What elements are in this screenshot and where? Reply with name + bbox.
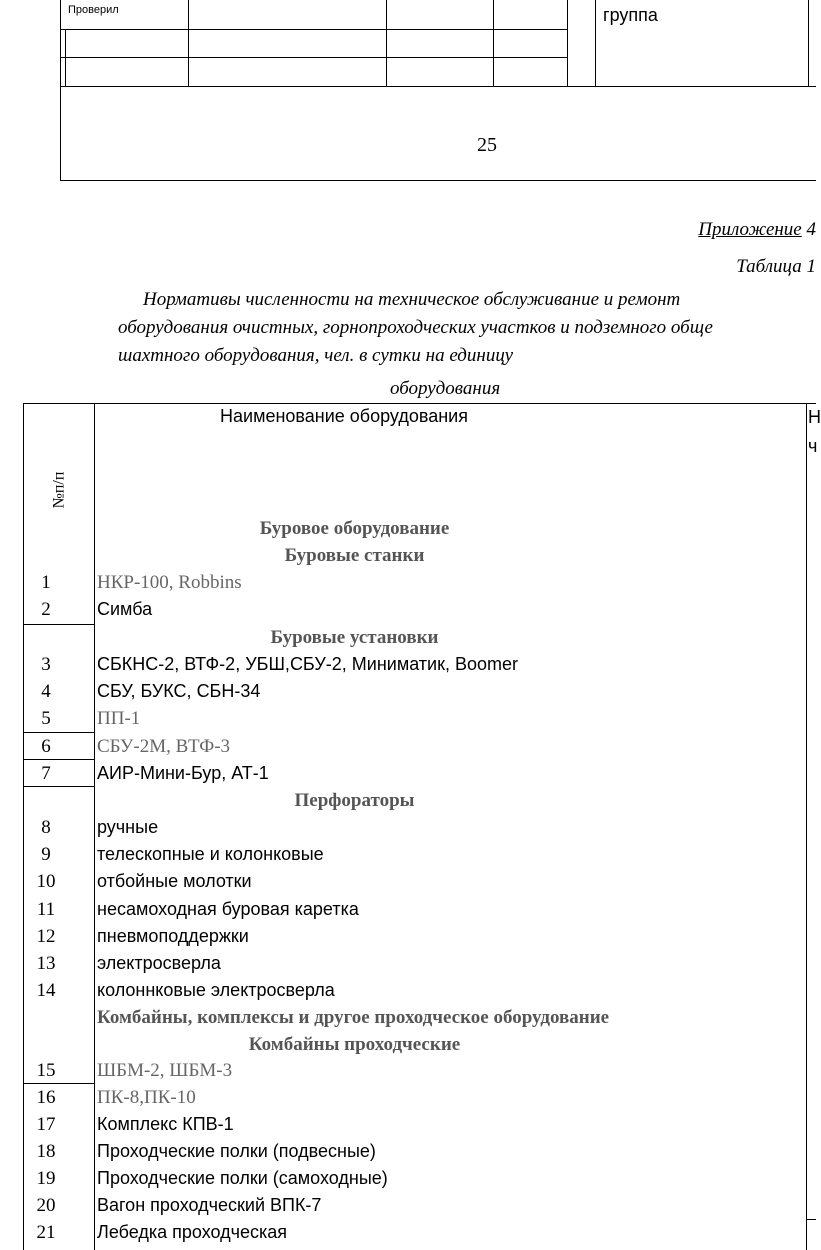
row-number: 15 bbox=[36, 1060, 56, 1081]
row-name: СБУ, БУКС, СБН-34 bbox=[97, 681, 261, 701]
appendix-number: 4 bbox=[806, 219, 816, 240]
row-name: ПК-8,ПК-10 bbox=[97, 1087, 196, 1108]
row-number: 10 bbox=[36, 871, 56, 892]
row-name: пневмоподдержки bbox=[97, 926, 249, 946]
table-row bbox=[0, 651, 816, 678]
row-name: телескопные и колонковые bbox=[97, 844, 324, 864]
row-number: 9 bbox=[41, 844, 51, 865]
doc-title-line-1: Нормативы численности на техническое обслуживание и ремонт bbox=[143, 289, 681, 310]
row-name: ручные bbox=[97, 817, 159, 837]
row-name: электросверла bbox=[97, 953, 221, 973]
doc-title-line-3: шахтного оборудования, чел. в сутки на единицу bbox=[118, 345, 514, 366]
table-row bbox=[0, 733, 816, 760]
table-row bbox=[0, 950, 816, 977]
table-row bbox=[0, 705, 816, 732]
row-name: несамоходная буровая каретка bbox=[97, 899, 359, 919]
row-number: 17 bbox=[36, 1114, 56, 1135]
row-name: ШБМ-2, ШБМ-3 bbox=[97, 1060, 233, 1081]
table-row bbox=[0, 760, 816, 787]
num-column-header: №п/п bbox=[50, 471, 67, 509]
section-combines-complexes: Комбайны, комплексы и другое проходческое оборудование bbox=[97, 1007, 610, 1028]
table-row bbox=[0, 814, 816, 841]
row-number: 5 bbox=[41, 708, 51, 729]
section-perforators: Перфораторы bbox=[294, 790, 415, 811]
row-number: 8 bbox=[41, 817, 51, 838]
row-number: 12 bbox=[36, 926, 56, 947]
table-row bbox=[0, 868, 816, 895]
row-number: 18 bbox=[36, 1141, 56, 1162]
row-name: АИР-Мини-Бур, АТ-1 bbox=[97, 763, 269, 783]
row-name: Вагон проходческий ВПК-7 bbox=[97, 1195, 322, 1215]
group-label: группа bbox=[603, 5, 658, 25]
table-row bbox=[0, 1111, 816, 1138]
row-number: 21 bbox=[36, 1222, 56, 1243]
section-drilling-units: Буровые установки bbox=[270, 627, 439, 648]
row-name: СБУ-2М, ВТФ-3 bbox=[97, 736, 231, 757]
row-name: СБКНС-2, ВТФ-2, УБШ,СБУ-2, Миниматик, Boomer bbox=[97, 654, 519, 674]
table-label: Таблица 1 bbox=[736, 256, 816, 277]
table-row bbox=[0, 596, 816, 623]
table-row bbox=[0, 923, 816, 950]
norm-column-header-clipped: Н bbox=[808, 407, 821, 427]
row-name: НКР-100, Robbins bbox=[97, 572, 242, 593]
row-number: 1 bbox=[41, 572, 51, 593]
section-drilling-equipment: Буровое оборудование bbox=[259, 518, 450, 539]
table-row bbox=[0, 977, 816, 1004]
table-row bbox=[0, 896, 816, 923]
row-name: Проходческие полки (самоходные) bbox=[97, 1168, 388, 1188]
table-row bbox=[0, 1057, 816, 1084]
row-name: отбойные молотки bbox=[97, 871, 252, 891]
table-row bbox=[0, 1192, 816, 1219]
table-row bbox=[0, 1165, 816, 1192]
table-row bbox=[0, 678, 816, 705]
table-row bbox=[0, 841, 816, 868]
section-drilling-rigs: Буровые станки bbox=[284, 545, 425, 566]
section-tunneling-combines: Комбайны проходческие bbox=[248, 1034, 461, 1055]
row-number: 19 bbox=[36, 1168, 56, 1189]
page-number: 25 bbox=[477, 134, 497, 156]
row-number: 14 bbox=[36, 980, 56, 1001]
row-number: 6 bbox=[41, 736, 51, 757]
row-number: 2 bbox=[41, 599, 51, 620]
row-number: 11 bbox=[36, 899, 56, 920]
row-name: Лебедка проходческая bbox=[97, 1222, 288, 1242]
row-number: 13 bbox=[36, 953, 56, 974]
row-number: 3 bbox=[41, 654, 51, 675]
row-name: колоннковые электросверла bbox=[97, 980, 335, 1000]
appendix-label: Приложение bbox=[698, 219, 802, 240]
norm-column-header-clipped-2: ч bbox=[808, 436, 818, 456]
appendix-heading bbox=[698, 219, 816, 241]
doc-title-line-4: оборудования bbox=[390, 378, 501, 399]
name-column-header: Наименование оборудования bbox=[220, 406, 468, 426]
table-row bbox=[0, 1219, 816, 1246]
row-number: 7 bbox=[41, 763, 51, 784]
row-name: ПП-1 bbox=[97, 708, 141, 729]
row-name: Комплекс КПВ-1 bbox=[97, 1114, 234, 1134]
row-number: 4 bbox=[41, 681, 51, 702]
checked-by-label: Проверил bbox=[68, 4, 119, 16]
row-number: 20 bbox=[36, 1195, 56, 1216]
doc-title-line-2: оборудования очистных, горнопроходческих участков и подземного обще bbox=[118, 317, 713, 338]
table-row bbox=[0, 1084, 816, 1111]
row-number: 16 bbox=[36, 1087, 56, 1108]
row-name: Проходческие полки (подвесные) bbox=[97, 1141, 376, 1161]
row-name: Симба bbox=[97, 599, 153, 619]
table-row bbox=[0, 569, 816, 596]
table-row bbox=[0, 1138, 816, 1165]
